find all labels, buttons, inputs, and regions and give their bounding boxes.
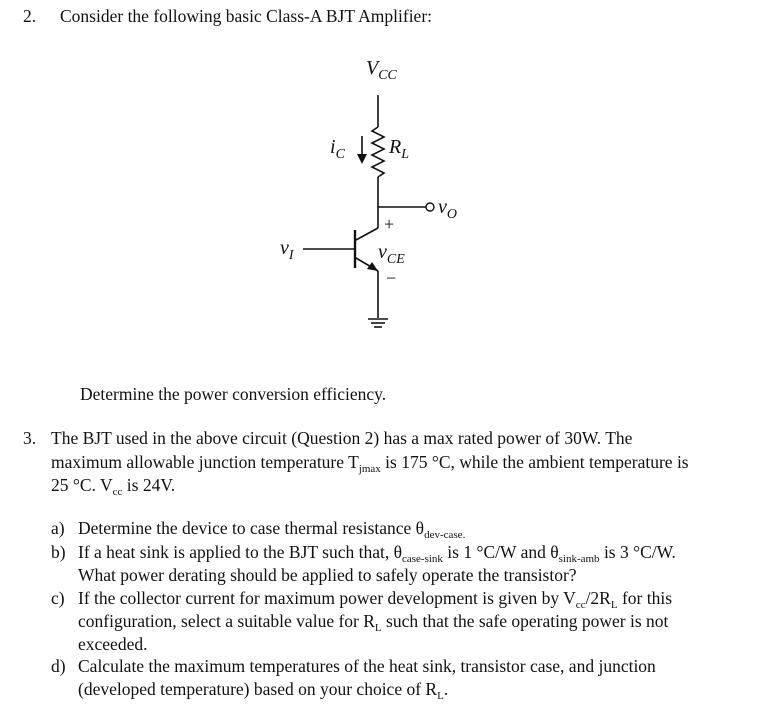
- emitter-arrow: [367, 262, 378, 271]
- part-b-label: b): [51, 542, 66, 562]
- bjt-amplifier-circuit: [0, 40, 770, 385]
- vi-label: $v_I$: [280, 237, 294, 263]
- question-2-task: Determine the power conversion efficiency.: [80, 384, 387, 404]
- ic-label: $i_C$: [330, 136, 345, 162]
- vo-label: $v_O$: [438, 196, 458, 222]
- part-c-line-3: exceeded.: [78, 634, 148, 654]
- question-2-number: 2.: [23, 6, 37, 26]
- output-terminal: [426, 203, 434, 211]
- part-d-line-2: (developed temperature) based on your choice of $R_L$.: [78, 679, 449, 702]
- part-c-label: c): [51, 588, 65, 608]
- part-c-line-2: configuration, select a suitable value for $R_L$ such that the safe operating power is not: [78, 611, 669, 634]
- part-a-text: Determine the device to case thermal resistance $\theta_{dev-case.}$: [78, 518, 466, 541]
- plus-sign: +: [384, 214, 395, 234]
- question-3-number: 3.: [23, 428, 37, 448]
- question-3-intro-line-2: maximum allowable junction temperature $T_{jmax}$ is 175 °C, while the ambient temperature is: [51, 452, 689, 475]
- part-a-label: a): [51, 518, 65, 538]
- vce-label: $v_{CE}$: [378, 241, 405, 267]
- question-3-intro-line-1: The BJT used in the above circuit (Question 2) has a max rated power of 30W. The: [51, 428, 633, 448]
- part-c-line-1: If the collector current for maximum power development is given by $V_{cc}/2R_L$ for this: [78, 588, 673, 611]
- part-b-line-1: If a heat sink is applied to the BJT such that, $\theta_{case-sink}$ is 1 °C/W and $\theta_{sink-amb}$ is 3 °C/W.: [78, 542, 676, 565]
- question-3-intro-line-3: 25 °C. $V_{cc}$ is 24V.: [51, 475, 176, 498]
- part-b-line-2: What power derating should be applied to safely operate the transistor?: [78, 565, 577, 585]
- vcc-label: $V_{CC}$: [366, 57, 397, 83]
- rl-label: $R_L$: [389, 136, 410, 162]
- part-d-label: d): [51, 656, 66, 676]
- minus-sign: −: [386, 268, 397, 288]
- question-2-title: Consider the following basic Class-A BJT Amplifier:: [60, 6, 433, 26]
- load-resistor: [372, 127, 384, 177]
- part-d-line-1: Calculate the maximum temperatures of the heat sink, transistor case, and junction: [78, 656, 656, 676]
